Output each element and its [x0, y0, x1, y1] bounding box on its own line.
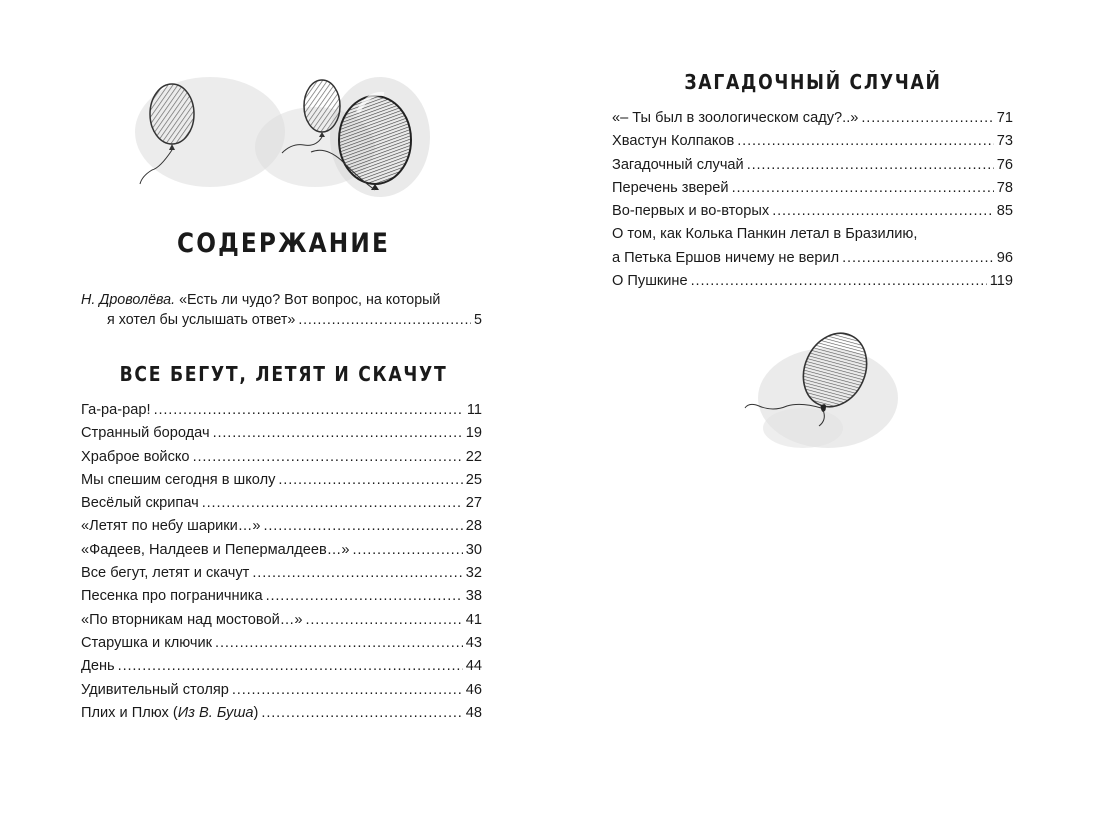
page-number: 48 [465, 704, 482, 721]
toc-entry-title: Странный бородач [81, 425, 210, 442]
toc-entry-title: Удивительный столяр [81, 681, 229, 698]
toc-entry[interactable] [81, 515, 482, 538]
toc-entry[interactable] [81, 609, 482, 632]
toc-entry-title: День [81, 658, 115, 675]
toc-entry-title: Песенка про пограничника [81, 588, 263, 605]
page-number: 11 [466, 402, 482, 418]
toc-entry[interactable] [81, 422, 482, 445]
toc-entry-italic: Из В. Буша [177, 704, 254, 721]
leader-dots [202, 492, 463, 515]
page-number: 46 [465, 681, 482, 698]
toc-entry-title: Все бегут, летят и скачут [81, 565, 250, 582]
toc-entry-title: «– Ты был в зоологическом саду?..» [612, 110, 859, 126]
right-page [550, 0, 1100, 825]
toc-entry[interactable] [81, 655, 482, 678]
page-number: 41 [465, 611, 482, 628]
leader-dots [732, 177, 994, 200]
toc-entry-title: «Летят по небу шарики…» [81, 518, 261, 535]
leader-dots [261, 702, 462, 725]
leader-dots [861, 107, 993, 130]
balloons-illustration [130, 62, 430, 202]
leader-dots [213, 422, 463, 445]
leader-dots [193, 446, 463, 469]
toc-entry-title: Весёлый скрипач [81, 495, 199, 512]
toc-entry-title-line1: О том, как Колька Панкин летал в Бразилию, [612, 226, 918, 243]
toc-list-left [81, 399, 482, 725]
leader-dots [772, 200, 994, 223]
toc-entry-title: Во-первых и во-вторых [612, 203, 770, 220]
intro-title-line1: «Есть ли чудо? Вот вопрос, на который [179, 292, 441, 308]
page-number: 96 [996, 249, 1013, 266]
section-title-zagadochny: ЗАГАДОЧНЫЙ СЛУЧАЙ [684, 70, 942, 94]
page-number: 43 [465, 634, 482, 651]
toc-entry-title: О Пушкине [612, 273, 688, 290]
toc-entry[interactable] [612, 177, 1013, 200]
toc-entry[interactable] [81, 679, 482, 702]
page-number: 32 [465, 565, 482, 582]
toc-entry[interactable] [81, 632, 482, 655]
toc-entry[interactable] [612, 107, 1013, 130]
page-number: 19 [465, 425, 482, 442]
intro-title-line2: я хотел бы услышать ответ» [107, 312, 296, 328]
page-number: 76 [996, 156, 1013, 173]
leader-dots [737, 130, 994, 153]
toc-entry-title: Перечень зверей [612, 179, 729, 196]
page-number: 119 [989, 273, 1013, 290]
toc-entry[interactable] [81, 469, 482, 492]
page-number: 30 [465, 541, 482, 558]
toc-entry[interactable] [81, 446, 482, 469]
intro-author: Н. Дроволёва. [81, 292, 176, 308]
toc-entry[interactable] [81, 399, 482, 422]
page-number: 22 [465, 448, 482, 465]
intro-entry[interactable] [81, 290, 482, 330]
leader-dots [305, 609, 462, 632]
page-number: 38 [465, 588, 482, 605]
toc-entry[interactable] [612, 200, 1013, 223]
toc-entry-title: «По вторникам над мостовой…» [81, 611, 303, 628]
toc-entry[interactable] [81, 562, 482, 585]
leader-dots [266, 585, 463, 608]
toc-entry-title: Храброе войско [81, 448, 190, 465]
page-number: 5 [474, 312, 482, 328]
balloon-illustration [743, 318, 903, 453]
contents-title: СОДЕРЖАНИЕ [177, 228, 390, 259]
leader-dots [691, 270, 987, 293]
toc-entry-title: Хвастун Колпаков [612, 133, 735, 150]
section-title-vse-begut: ВСЕ БЕГУТ, ЛЕТЯТ И СКАЧУТ [119, 362, 448, 386]
toc-entry-first-line[interactable] [612, 223, 1013, 246]
page-number: 28 [465, 518, 482, 535]
toc-entry[interactable] [612, 247, 1013, 270]
leader-dots [232, 679, 463, 702]
leader-dots [154, 399, 464, 422]
toc-entry[interactable] [612, 130, 1013, 153]
leader-dots [278, 469, 462, 492]
page-number: 78 [996, 179, 1013, 196]
toc-entry[interactable] [81, 702, 482, 725]
toc-entry[interactable] [612, 154, 1013, 177]
toc-entry-title: Га-ра-рар! [81, 402, 151, 418]
leader-dots [252, 562, 462, 585]
page-number: 85 [996, 203, 1013, 220]
leader-dots [747, 154, 994, 177]
toc-entry[interactable] [81, 492, 482, 515]
toc-list-right [612, 107, 1013, 293]
page-number: 44 [465, 658, 482, 675]
page-number: 27 [465, 495, 482, 512]
toc-entry-title: а Петька Ершов ничему не верил [612, 249, 840, 266]
toc-entry-title: «Фадеев, Налдеев и Пепермалдеев…» [81, 541, 350, 558]
leader-dots [215, 632, 463, 655]
leader-dots [353, 539, 463, 562]
toc-entry-title: Загадочный случай [612, 156, 744, 173]
toc-entry-title: Старушка и ключик [81, 634, 213, 651]
toc-entry-title: Мы спешим сегодня в школу [81, 471, 276, 488]
toc-entry[interactable] [81, 585, 482, 608]
leader-dots [298, 310, 471, 330]
page-number: 73 [996, 133, 1013, 150]
leader-dots [842, 247, 994, 270]
page-number: 71 [996, 110, 1013, 126]
leader-dots [263, 515, 462, 538]
page-number: 25 [465, 471, 482, 488]
leader-dots [118, 655, 463, 678]
toc-entry[interactable] [612, 270, 1013, 293]
toc-entry[interactable] [81, 539, 482, 562]
toc-entry-title: Плих и Плюх (Из В. Буша) [81, 704, 259, 721]
